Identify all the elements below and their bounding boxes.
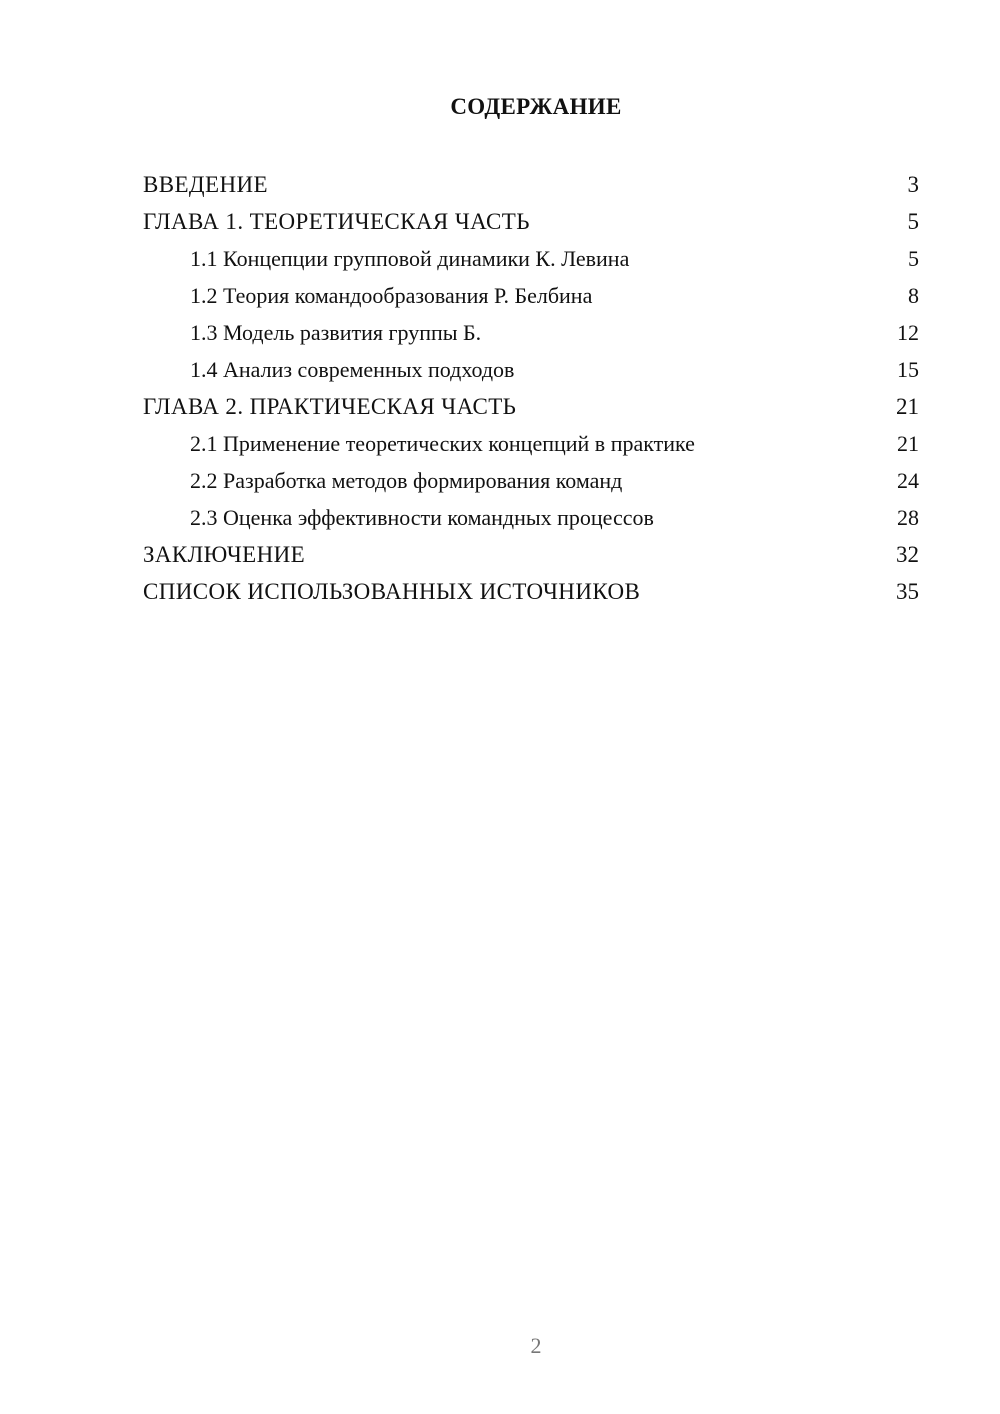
toc-entry-introduction [143,166,919,203]
toc-entry-conclusion [143,536,919,573]
toc-entry-page: 32 [896,542,919,567]
page-number: 2 [530,1333,542,1358]
toc-entry-text: ГЛАВА 2. ПРАКТИЧЕСКАЯ ЧАСТЬ [143,394,517,419]
toc-entry-text: 1.1 Концепции групповой динамики К. Левина [190,246,630,271]
toc-entry-text: 1.2 Теория командообразования Р. Белбина [190,283,593,308]
toc-entry-section-1-1 [143,240,919,277]
toc-entry-page: 35 [896,579,919,604]
toc-entry-page: 15 [897,357,919,382]
toc-entry-chapter-1 [143,203,919,240]
toc-entry-page: 28 [897,505,919,530]
toc-entry-section-1-3 [143,314,919,351]
toc-entry-page: 24 [897,468,919,493]
toc-entry-section-2-3 [143,499,919,536]
toc-entry-text: 2.3 Оценка эффективности командных процессов [190,505,654,530]
toc-entry-text: 1.3 Модель развития группы Б. [190,320,482,345]
toc-entry-section-2-1 [143,425,919,462]
toc-entry-chapter-2 [143,388,919,425]
toc-entry-text: ЗАКЛЮЧЕНИЕ [143,542,306,567]
toc-entry-text: 2.2 Разработка методов формирования команд [190,468,623,493]
toc-entry-text: СПИСОК ИСПОЛЬЗОВАННЫХ ИСТОЧНИКОВ [143,579,641,604]
toc-entry-text: ГЛАВА 1. ТЕОРЕТИЧЕСКАЯ ЧАСТЬ [143,209,530,234]
toc-entry-references [143,573,919,610]
toc-entry-section-1-2 [143,277,919,314]
toc-entry-section-2-2 [143,462,919,499]
toc-title: СОДЕРЖАНИЕ [450,94,622,119]
toc-entry-page: 8 [908,283,919,308]
toc-entry-page: 21 [897,431,919,456]
toc-entry-page: 5 [907,209,919,234]
table-of-contents [143,166,919,610]
toc-entry-page: 5 [908,246,919,271]
toc-entry-page: 3 [907,172,919,197]
toc-entry-page: 21 [896,394,919,419]
toc-entry-text: 1.4 Анализ современных подходов [190,357,515,382]
toc-entry-section-1-4 [143,351,919,388]
toc-entry-text: ВВЕДЕНИЕ [143,172,268,197]
toc-entry-text: 2.1 Применение теоретических концепций в практике [190,431,695,456]
toc-entry-page: 12 [897,320,919,345]
